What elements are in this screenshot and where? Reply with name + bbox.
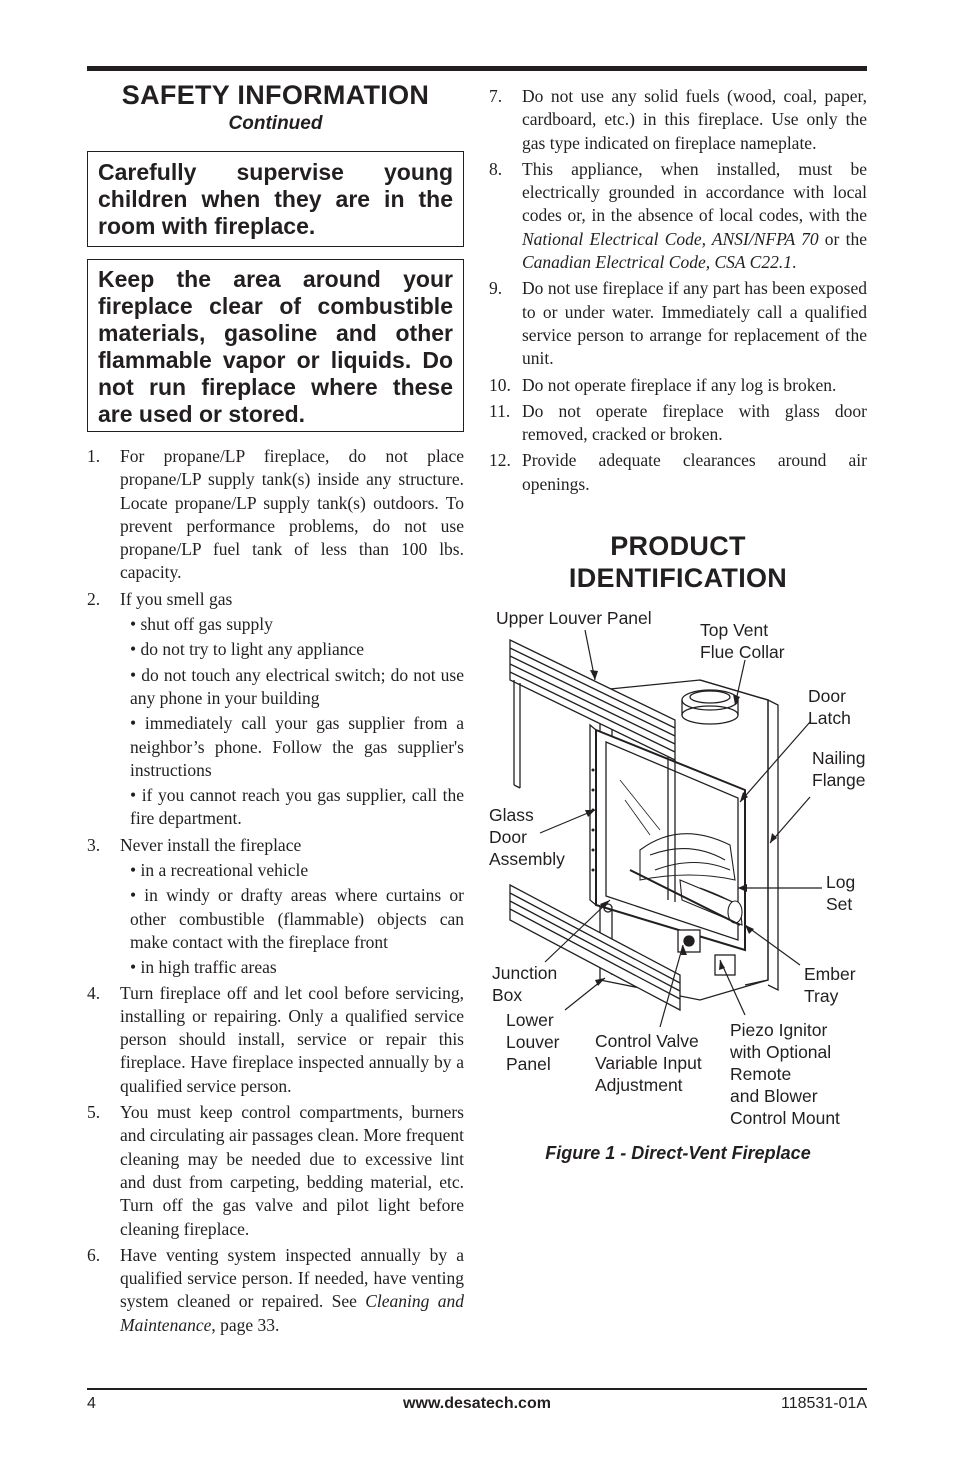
- label-junction-box: Junction Box: [492, 963, 558, 1005]
- label-lower-louver-panel: Lower Louver Panel: [506, 1010, 560, 1074]
- top-rule: [87, 66, 867, 71]
- label-piezo-ignitor: Piezo Ignitor with Optional Remote and Blower Control Mount: [730, 1020, 840, 1128]
- label-ember-tray: Ember Tray: [804, 964, 856, 1006]
- safety-list-left: [87, 445, 464, 1337]
- list-item: 6. Have venting system inspected annually by a qualified service person. If needed, have venting system cleaned or repaired. See Cleaning and Maintenance, page 33.: [87, 1244, 464, 1335]
- list-item: 10. Do not operate fireplace if any log is broken.: [489, 374, 837, 395]
- list-item: 4. Turn fireplace off and let cool before servicing, installing or repairing. Only a qualified service person should install, service or repair this fireplace. Have fireplace inspected annually by a qualified service person.: [87, 982, 464, 1096]
- warning-text: Carefully supervise young children when they are in the room with fireplace.: [98, 159, 453, 239]
- list-item: 8. This appliance, when installed, must be electrically grounded in accordance with local codes or, in the absence of local codes, with the National Electrical Code, ANSI/NFPA 70 or the Canadian Electrical Code, CSA C22.1.: [489, 158, 867, 273]
- bottom-rule: [87, 1388, 867, 1390]
- list-item: 3. Never install the fireplace • in a recreational vehicle • in windy or drafty areas where curtains or other combustible (flammable) objects can make contact with the fireplace front • in high traffic areas: [87, 834, 464, 980]
- label-upper-louver-panel: Upper Louver Panel: [496, 608, 652, 628]
- list-item: 7. Do not use any solid fuels (wood, coal, paper, cardboard, etc.) in this fireplace. Use only the gas type indicated on fireplace nameplate.: [489, 86, 867, 153]
- warning-text: Keep the area around your fireplace clear of combustible materials, gasoline and other flammable vapor or liquids. Do not run fireplace where these are used or stored.: [98, 266, 453, 427]
- bullet-list: • shut off gas supply • do not try to light any appliance • do not touch any electrical switch; do not use any phone in your building • immediately call your gas supplier from a neighbor’s phone. Follow the gas supplier's instructions • if you cannot reach you gas supplier, call the fire department.: [130, 614, 464, 829]
- label-top-vent-flue-collar: Top Vent Flue Collar: [700, 620, 785, 662]
- label-glass-door-assembly: Glass Door Assembly: [489, 805, 565, 869]
- safety-list-right: [489, 85, 867, 496]
- document-code: 118531-01A: [781, 1395, 867, 1412]
- label-control-valve: Control Valve Variable Input Adjustment: [595, 1031, 702, 1095]
- section-heading-product-id: PRODUCT IDENTIFICATION: [568, 531, 788, 593]
- label-door-latch: Door Latch: [808, 686, 851, 728]
- label-log-set: Log Set: [826, 872, 856, 914]
- label-nailing-flange: Nailing Flange: [812, 748, 866, 790]
- figure-caption: Figure 1 - Direct-Vent Fireplace: [545, 1143, 811, 1163]
- list-item: 11. Do not operate fireplace with glass door removed, cracked or broken.: [489, 400, 867, 445]
- list-item: 2. If you smell gas • shut off gas supply • do not try to light any appliance • do not touch any electrical switch; do not use any phone in your building • immediately call your gas supplier from a neighbor’s phone. Follow the gas supplier's instructions • if you cannot reach you gas supplier, call the fire department.: [87, 588, 464, 831]
- list-item: 1. For propane/LP fireplace, do not place propane/LP supply tank(s) inside any structure. Locate propane/LP supply tank(s) outdoors. To prevent performance problems, do not use propane/LP fuel tank of less than 100 lbs. capacity.: [87, 446, 464, 583]
- list-item: 5. You must keep control compartments, burners and circulating air passages clean. More frequent cleaning may be needed due to excessive lint and dust from carpeting, bedding material, etc. Turn off the gas valve and pilot light before cleaning fireplace.: [87, 1102, 464, 1239]
- section-subheading: Continued: [228, 113, 323, 134]
- page-number: 4: [87, 1395, 96, 1412]
- list-item: 12. Provide adequate clearances around air openings.: [489, 450, 867, 494]
- bullet-list: • in a recreational vehicle • in windy or drafty areas where curtains or other combustible (flammable) objects can make contact with the fireplace front • in high traffic areas: [130, 860, 464, 978]
- list-item: 9. Do not use fireplace if any part has been exposed to or under water. Immediately call a qualified service person to arrange for replacement of the unit.: [489, 278, 867, 369]
- warning-box-combustibles: [87, 259, 464, 432]
- section-heading-safety: SAFETY INFORMATION: [121, 80, 430, 110]
- warning-box-children: [87, 151, 464, 247]
- website-link[interactable]: www.desatech.com: [403, 1395, 551, 1412]
